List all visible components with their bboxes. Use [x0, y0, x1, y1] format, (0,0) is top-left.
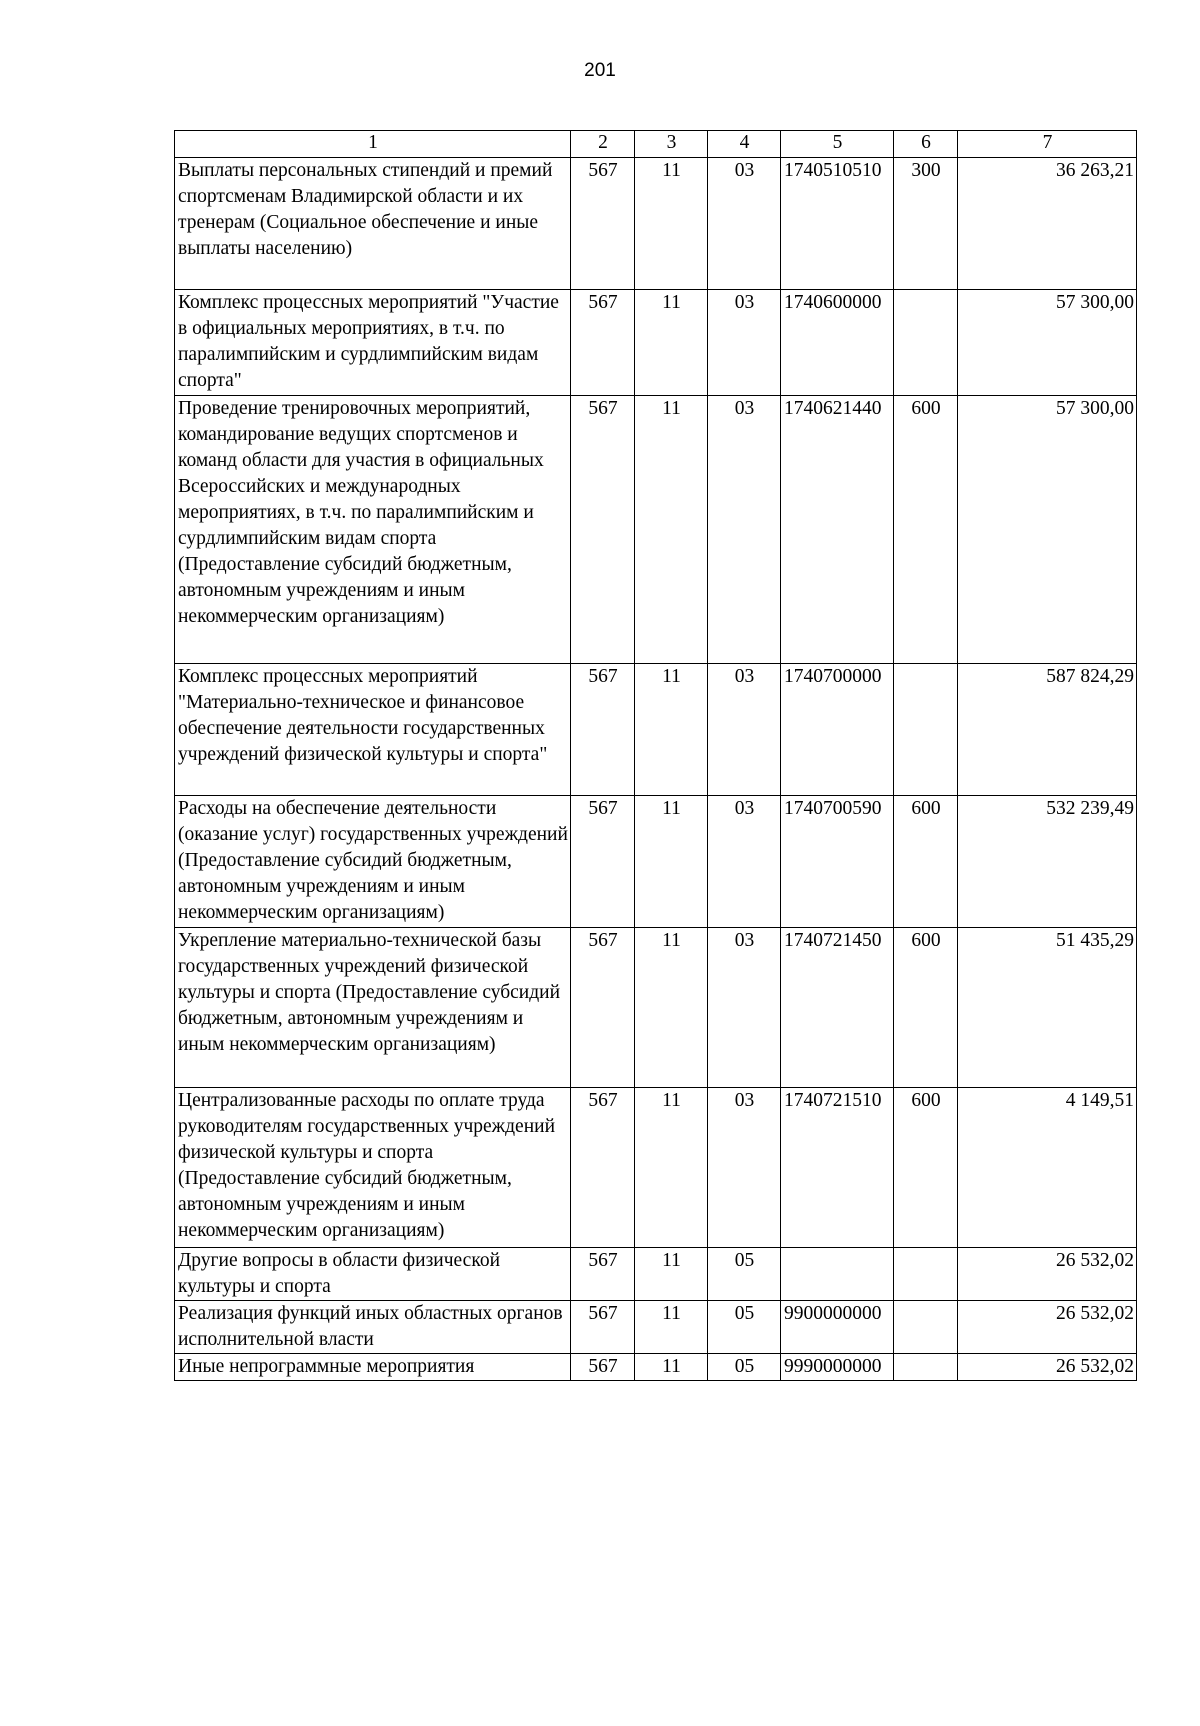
row-target-article: 1740700000 — [781, 664, 894, 796]
column-header: 1 — [175, 131, 571, 158]
row-subsection-code: 05 — [708, 1354, 781, 1381]
row-expense-type: 600 — [894, 396, 958, 664]
column-header: 2 — [571, 131, 635, 158]
row-name: Комплекс процессных мероприятий "Участие в официальных мероприятиях, в т.ч. по паралимпийским и сурдлимпийским видам спорта" — [175, 290, 571, 396]
row-section-code: 11 — [635, 796, 708, 928]
row-department-code: 567 — [571, 1088, 635, 1248]
row-target-article: 1740721510 — [781, 1088, 894, 1248]
row-subsection-code: 03 — [708, 664, 781, 796]
table-row — [175, 158, 1137, 290]
row-section-code: 11 — [635, 158, 708, 290]
row-section-code: 11 — [635, 1248, 708, 1301]
page-number: 201 — [584, 60, 616, 81]
row-subsection-code: 05 — [708, 1301, 781, 1354]
row-name: Централизованные расходы по оплате труда руководителям государственных учреждений физической культуры и спорта (Предоставление субсидий бюджетным, автономным учреждениям и иным некоммерческим организациям) — [175, 1088, 571, 1248]
row-expense-type — [894, 290, 958, 396]
column-header: 3 — [635, 131, 708, 158]
row-target-article: 1740600000 — [781, 290, 894, 396]
row-amount: 51 435,29 — [958, 928, 1137, 1088]
row-expense-type: 600 — [894, 1088, 958, 1248]
row-section-code: 11 — [635, 1301, 708, 1354]
row-amount: 587 824,29 — [958, 664, 1137, 796]
table-row — [175, 1301, 1137, 1354]
row-amount: 57 300,00 — [958, 396, 1137, 664]
row-amount: 4 149,51 — [958, 1088, 1137, 1248]
row-name: Комплекс процессных мероприятий "Материально-техническое и финансовое обеспечение деятельности государственных учреждений физической культуры и спорта" — [175, 664, 571, 796]
row-name: Укрепление материально-технической базы государственных учреждений физической культуры и спорта (Предоставление субсидий бюджетным, автономным учреждениям и иным некоммерческим организациям) — [175, 928, 571, 1088]
row-section-code: 11 — [635, 664, 708, 796]
row-name: Проведение тренировочных мероприятий, командирование ведущих спортсменов и команд области для участия в официальных Всероссийских и международных мероприятиях, в т.ч. по паралимпийским и сурдлимпийским видам спорта (Предоставление субсидий бюджетным, автономным учреждениям и иным некоммерческим организациям) — [175, 396, 571, 664]
row-section-code: 11 — [635, 1354, 708, 1381]
row-subsection-code: 03 — [708, 928, 781, 1088]
row-target-article: 1740621440 — [781, 396, 894, 664]
row-expense-type — [894, 1354, 958, 1381]
row-target-article: 1740721450 — [781, 928, 894, 1088]
row-amount: 532 239,49 — [958, 796, 1137, 928]
row-department-code: 567 — [571, 664, 635, 796]
table-row — [175, 1354, 1137, 1381]
row-name: Расходы на обеспечение деятельности (оказание услуг) государственных учреждений (Предоставление субсидий бюджетным, автономным учреждениям и иным некоммерческим организациям) — [175, 796, 571, 928]
table-row — [175, 290, 1137, 396]
row-amount: 57 300,00 — [958, 290, 1137, 396]
row-amount: 26 532,02 — [958, 1248, 1137, 1301]
row-target-article: 9900000000 — [781, 1301, 894, 1354]
row-amount: 36 263,21 — [958, 158, 1137, 290]
column-header: 4 — [708, 131, 781, 158]
table-row — [175, 664, 1137, 796]
column-header: 5 — [781, 131, 894, 158]
row-name: Выплаты персональных стипендий и премий спортсменам Владимирской области и их тренерам (Социальное обеспечение и иные выплаты населению) — [175, 158, 571, 290]
row-amount: 26 532,02 — [958, 1354, 1137, 1381]
row-amount: 26 532,02 — [958, 1301, 1137, 1354]
row-expense-type: 300 — [894, 158, 958, 290]
row-expense-type — [894, 1248, 958, 1301]
row-subsection-code: 03 — [708, 796, 781, 928]
row-subsection-code: 03 — [708, 1088, 781, 1248]
table-row — [175, 1248, 1137, 1301]
column-header: 6 — [894, 131, 958, 158]
row-subsection-code: 03 — [708, 290, 781, 396]
row-name: Другие вопросы в области физической культуры и спорта — [175, 1248, 571, 1301]
row-department-code: 567 — [571, 796, 635, 928]
row-expense-type — [894, 1301, 958, 1354]
budget-table — [174, 130, 1137, 1381]
table-row — [175, 1088, 1137, 1248]
row-expense-type — [894, 664, 958, 796]
row-department-code: 567 — [571, 928, 635, 1088]
row-department-code: 567 — [571, 158, 635, 290]
row-target-article: 1740700590 — [781, 796, 894, 928]
row-subsection-code: 03 — [708, 396, 781, 664]
row-target-article: 1740510510 — [781, 158, 894, 290]
row-section-code: 11 — [635, 396, 708, 664]
row-target-article: 9990000000 — [781, 1354, 894, 1381]
row-department-code: 567 — [571, 1354, 635, 1381]
column-header: 7 — [958, 131, 1137, 158]
row-subsection-code: 03 — [708, 158, 781, 290]
row-section-code: 11 — [635, 290, 708, 396]
header-row — [175, 131, 1137, 158]
row-department-code: 567 — [571, 1248, 635, 1301]
row-department-code: 567 — [571, 1301, 635, 1354]
row-expense-type: 600 — [894, 796, 958, 928]
table-row — [175, 396, 1137, 664]
table-row — [175, 796, 1137, 928]
row-subsection-code: 05 — [708, 1248, 781, 1301]
row-department-code: 567 — [571, 290, 635, 396]
row-department-code: 567 — [571, 396, 635, 664]
row-name: Иные непрограммные мероприятия — [175, 1354, 571, 1381]
row-target-article — [781, 1248, 894, 1301]
row-name: Реализация функций иных областных органов исполнительной власти — [175, 1301, 571, 1354]
row-expense-type: 600 — [894, 928, 958, 1088]
table-row — [175, 928, 1137, 1088]
row-section-code: 11 — [635, 1088, 708, 1248]
row-section-code: 11 — [635, 928, 708, 1088]
